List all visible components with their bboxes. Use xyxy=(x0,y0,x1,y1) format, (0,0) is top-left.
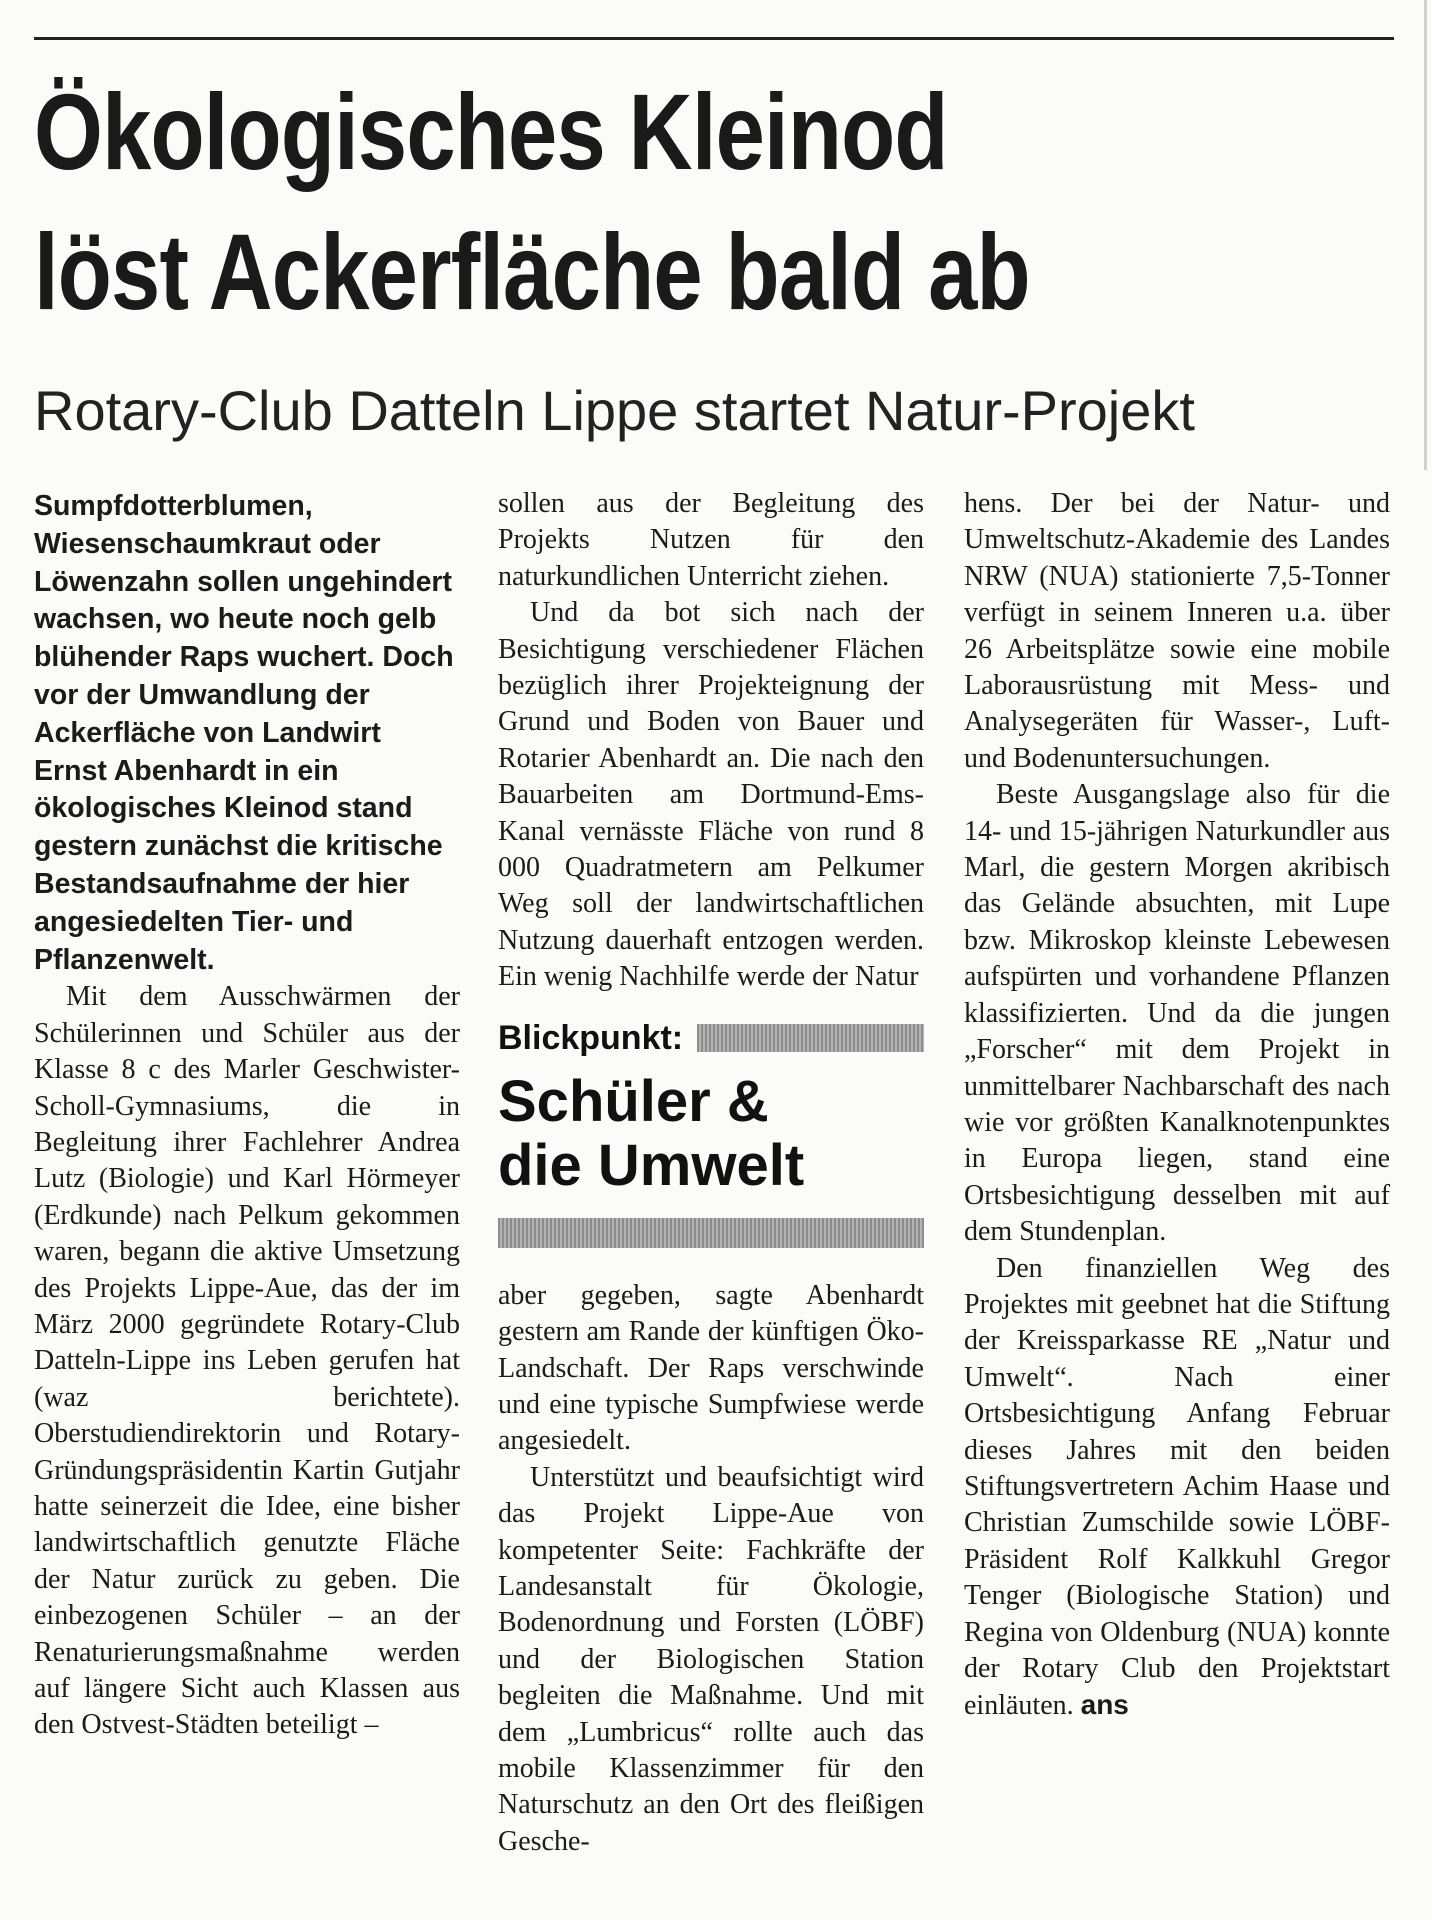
column-2 xyxy=(498,486,924,1860)
body-paragraph: Mit dem Ausschwärmen der Schülerinnen und Schüler aus der Klasse 8 c des Marler Geschwister-Scholl-Gymnasiums, die in Begleitung ihrer Fachlehrer Andrea Lutz (Biologie) und Karl Hörmeyer (Erdkunde) nach Pelkum gekommen waren, begann die aktive Umsetzung des Projekts Lippe-Aue, das der im März 2000 gegründete Rotary-Club Datteln-Lippe ins Leben gerufen hat (waz berichtete). Oberstudiendirektorin und Rotary-Gründungspräsidentin Kartin Gutjahr hatte seinerzeit die Idee, eine bisher landwirtschaftlich genutzte Fläche der Natur zurück zu geben. Die einbezogenen Schüler – an der Renaturierungsmaßnahme werden auf längere Sicht auch Klassen aus den Ostvest-Städten beteiligt – xyxy=(34,981,460,1741)
box-bottom-bar xyxy=(498,1218,924,1248)
body-paragraph: sollen aus der Begleitung des Projekts Nutzen für den naturkundlichen Unterricht ziehen. xyxy=(498,488,924,592)
headline-line-2: löst Ackerfläche bald ab xyxy=(34,211,1030,332)
box-kicker xyxy=(498,1018,924,1058)
box-title xyxy=(498,1070,924,1198)
body-paragraph: Unterstützt und beaufsichtigt wird das Projekt Lippe-Aue von kompetenter Seite: Fachkräfte der Landesanstalt für Ökologie, Bodenordnung und Forsten (LÖBF) und der Biologischen Station begleiten die Maßnahme. Und mit dem „Lumbricus“ rollte auch das mobile Klassenzimmer für den Naturschutz an den Ort des fleißigen Gesche- xyxy=(498,1461,924,1857)
page-edge xyxy=(1424,0,1427,470)
body-paragraph: aber gegeben, sagte Abenhardt gestern am Rande der künftigen Öko-Landschaft. Der Raps verschwinde und eine typische Sumpfwiese werde angesiedelt. xyxy=(498,1279,924,1457)
box-kicker-label: Blickpunkt: xyxy=(498,1018,684,1057)
body-paragraph: hens. Der bei der Natur- und Umweltschutz-Akademie des Landes NRW (NUA) stationierte 7,5-Tonner verfügt in seinem Inneren u.a. über 26 Arbeitsplätze sowie eine mobile Laborausrüstung mit Mess- und Analysegeräten für Wasser-, Luft- und Bodenuntersuchungen. xyxy=(964,488,1390,774)
headline xyxy=(34,62,1166,342)
box-title-line-1: Schüler & xyxy=(498,1068,769,1134)
top-rule xyxy=(34,37,1394,40)
body-paragraph: Und da bot sich nach der Besichtigung verschiedener Flächen bezüglich ihrer Projekteignung der Grund und Boden von Bauer und Rotarier Abenhardt an. Die nach den Bauarbeiten am Dortmund-Ems-Kanal vernässte Fläche von rund 8 000 Quadratmetern am Pelkumer Weg soll der landwirtschaftlichen Nutzung dauerhaft entzogen werden. Ein wenig Nachhilfe werde der Natur xyxy=(498,597,924,993)
subtitle: Rotary-Club Datteln Lippe startet Natur-Projekt xyxy=(34,379,1195,442)
body-paragraph-final xyxy=(964,1251,1390,1725)
lead-paragraph: Sumpfdotterblumen, Wiesenschaumkraut oder Löwenzahn sollen ungehindert wachsen, wo heute noch gelb blühender Raps wuchert. Doch vor der Umwandlung der Ackerfläche von Landwirt Ernst Abenhardt in ein ökologisches Kleinod stand gestern zunächst die kritische Bestandsaufnahme der hier angesiedelten Tier- und Pflanzenwelt. xyxy=(34,490,454,976)
blickpunkt-box xyxy=(498,1018,924,1248)
author-signoff: ans xyxy=(1080,1689,1129,1721)
column-1 xyxy=(34,488,460,1744)
box-title-line-2: die Umwelt xyxy=(498,1132,805,1198)
box-screen-bar xyxy=(697,1024,924,1052)
closing-text: Den finanziellen Weg des Projektes mit geebnet hat die Stiftung der Kreissparkasse RE „Natur und Umwelt“. Nach einer Ortsbesichtigung Anfang Februar dieses Jahres mit den beiden Stiftungsvertretern Achim Haase und Christian Zumschilde sowie LÖBF-Präsident Rolf Kalkkuhl Gregor Tenger (Biologische Station) und Regina von Oldenburg (NUA) konnte der Rotary Club den Projektstart einläuten. xyxy=(964,1252,1390,1722)
column-3 xyxy=(964,486,1390,1725)
body-paragraph: Beste Ausgangslage also für die 14- und 15-jährigen Naturkundler aus Marl, die gestern Morgen akribisch das Gelände absuchten, mit Lupe bzw. Mikroskop kleinste Lebewesen aufspürten und vorhandene Pflanzen klassifizierten. Und da die jungen „Forscher“ mit dem Projekt in unmittelbarer Nachbarschaft des nach wie vor größten Kanalknotenpunktes in Europa liegen, stand eine Ortsbesichtigung desselben mit auf dem Stundenplan. xyxy=(964,779,1390,1248)
headline-line-1: Ökologisches Kleinod xyxy=(34,71,948,192)
